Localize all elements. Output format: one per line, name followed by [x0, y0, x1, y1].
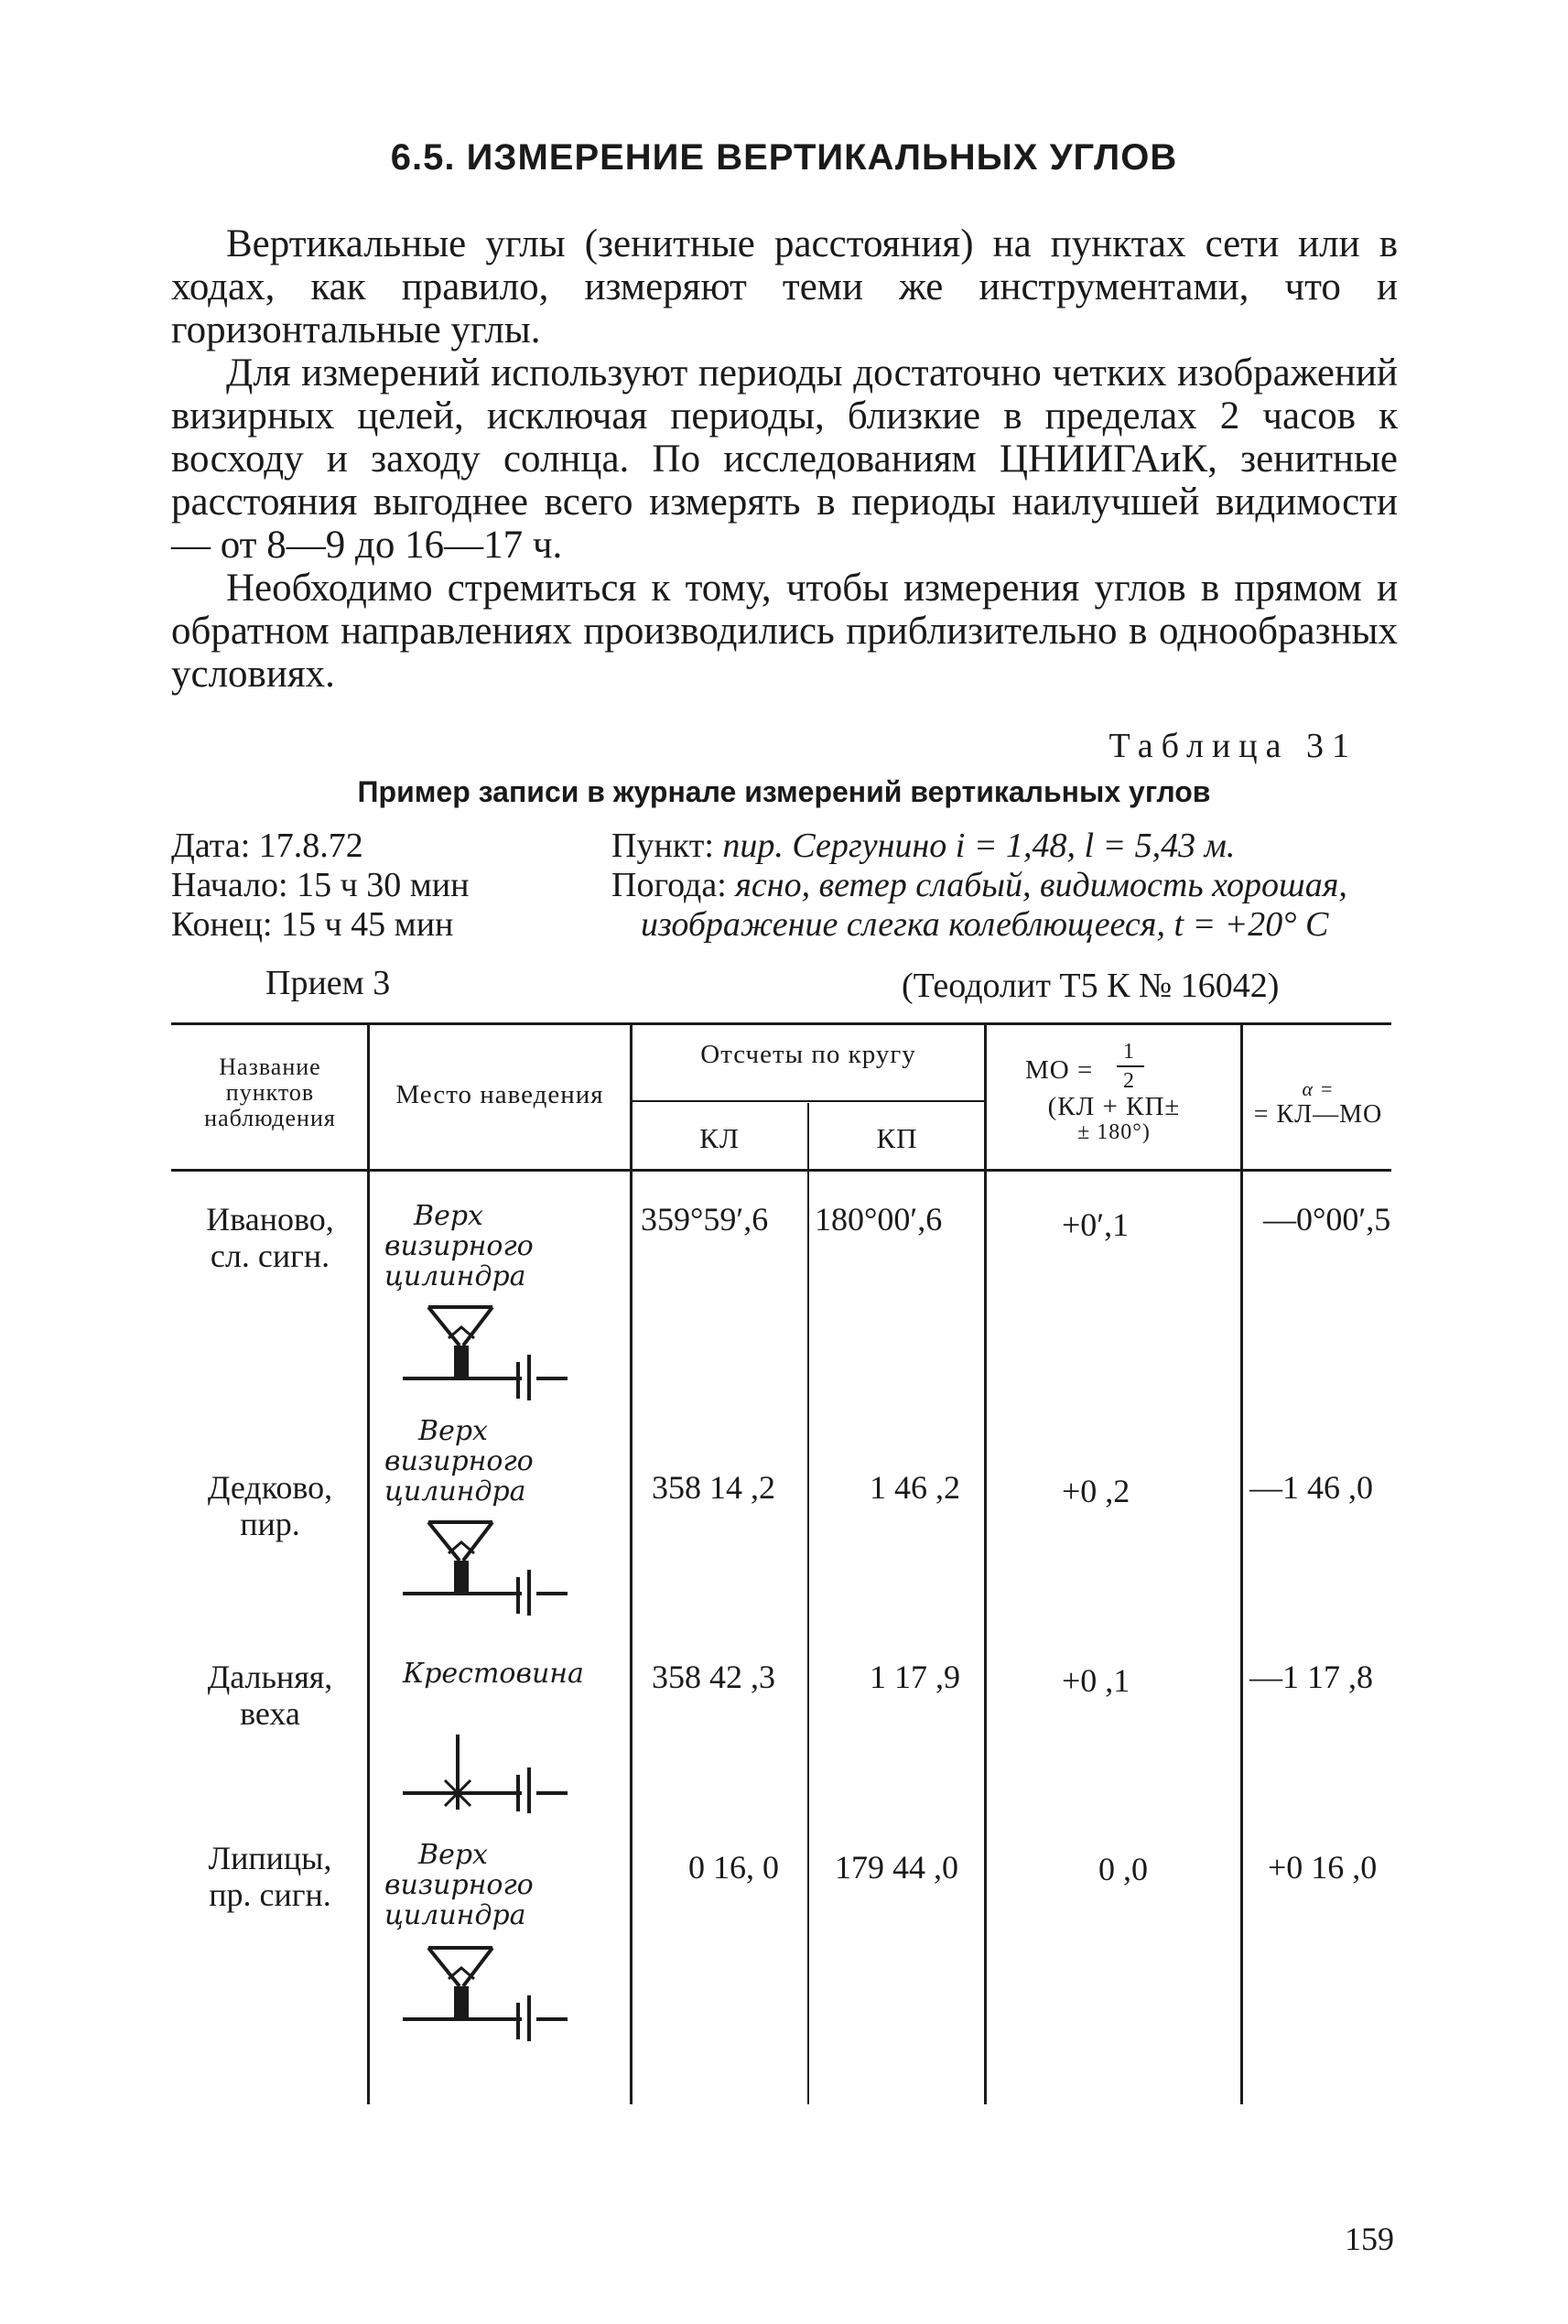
- row4-alpha: +0 16 ,0: [1268, 1849, 1378, 1886]
- meta-right: [611, 827, 1347, 945]
- table-top-rule: [171, 1022, 1391, 1025]
- row1-station-line1: Иваново,: [206, 1201, 334, 1238]
- header-alpha-1: α =: [1302, 1077, 1335, 1100]
- table-number: Таблица 31: [1108, 727, 1357, 765]
- row2-alpha: —1 46 ,0: [1249, 1469, 1373, 1506]
- meta-left: [171, 827, 469, 945]
- meta-point-label: Пункт:: [611, 827, 714, 865]
- cylinder-target-sketch-1: [394, 1300, 577, 1410]
- row1-kp: 180°00′,6: [815, 1201, 943, 1238]
- session-label: Прием 3: [265, 964, 391, 1002]
- row2-station: [174, 1469, 366, 1542]
- row3-mo: +0 ,1: [1062, 1662, 1130, 1699]
- meta-weather-value-2: изображение слегка колеблющееся, t = +20° С: [641, 905, 1329, 944]
- header-target: Место наведения: [395, 1080, 604, 1109]
- header-mo-num: 1: [1123, 1040, 1135, 1064]
- section-heading: 6.5. ИЗМЕРЕНИЕ ВЕРТИКАЛЬНЫХ УГЛОВ: [390, 137, 1178, 178]
- header-kl: КЛ: [699, 1122, 740, 1154]
- row2-mo: +0 ,2: [1062, 1473, 1130, 1509]
- row2-station-line2: пир.: [240, 1506, 300, 1542]
- table-header-rule: [171, 1169, 1391, 1172]
- instrument-label: (Теодолит Т5 К № 16042): [902, 967, 1280, 1005]
- row3-station-line1: Дальняя,: [207, 1659, 333, 1695]
- header-mo-bottom-1: (КЛ + КП±: [1047, 1092, 1181, 1121]
- row2-station-line1: Дедково,: [207, 1469, 333, 1506]
- row2-kl: 358 14 ,2: [652, 1469, 775, 1506]
- header-mo-fraction-bar: [1117, 1065, 1144, 1067]
- cylinder-target-sketch-2: [394, 1515, 577, 1625]
- body-text: [171, 222, 1398, 696]
- meta-end: Конец: 15 ч 45 мин: [171, 905, 454, 944]
- row1-alpha: —0°00′,5: [1263, 1201, 1391, 1238]
- header-kp: КП: [876, 1122, 918, 1154]
- header-station: Название пунктов наблюдения: [204, 1054, 336, 1131]
- cross-target-sketch: [394, 1735, 577, 1835]
- paragraph-1: Вертикальные углы (зенитные расстояния) на пунктах сети или в ходах, как правило, измеряют теми же инструментами, что и горизонтальные углы.: [171, 222, 1398, 351]
- col-divider-kl-kp: [807, 1172, 809, 2104]
- row2-kp: 1 46 ,2: [870, 1469, 960, 1506]
- row1-mo: +0′,1: [1062, 1206, 1130, 1243]
- row2-target: Верх визирного цилиндра: [384, 1415, 534, 1508]
- meta-weather-label: Погода:: [611, 866, 727, 904]
- row3-station: [174, 1659, 366, 1732]
- meta-weather-value-1: ясно, ветер слабый, видимость хорошая,: [735, 866, 1347, 904]
- col-divider-1: [367, 1024, 370, 2104]
- cylinder-target-sketch-3: [394, 1940, 577, 2050]
- row4-mo: 0 ,0: [1098, 1851, 1148, 1887]
- row4-kl: 0 16, 0: [688, 1849, 779, 1886]
- header-alpha: [1245, 1076, 1391, 1128]
- meta-date: Дата: 17.8.72: [171, 827, 363, 865]
- row1-station-line2: сл. сигн.: [210, 1238, 330, 1274]
- row3-alpha: —1 17 ,8: [1249, 1659, 1373, 1695]
- row3-kl: 358 42 ,3: [652, 1659, 775, 1695]
- col-divider-4: [1240, 1024, 1243, 2104]
- paragraph-3: Необходимо стремиться к тому, чтобы измерения углов в прямом и обратном направлениях производились приблизительно в однообразных условиях.: [171, 567, 1398, 696]
- row1-kl: 359°59′,6: [641, 1201, 769, 1238]
- header-mo-bottom-2: ± 180°): [1077, 1120, 1151, 1144]
- row1-station: [174, 1201, 366, 1274]
- header-mo-top: МО =: [1025, 1055, 1094, 1085]
- row3-station-line2: веха: [240, 1695, 300, 1732]
- col-divider-kl-kp-header: [807, 1103, 809, 1171]
- row4-target: Верх визирного цилиндра: [384, 1839, 534, 1931]
- row4-station: [174, 1840, 366, 1913]
- meta-point-value: пир. Сергунино i = 1,48, l = 5,43 м.: [722, 827, 1236, 865]
- meta-start: Начало: 15 ч 30 мин: [171, 866, 470, 904]
- row1-target: Верх визирного цилиндра: [384, 1200, 534, 1292]
- row4-station-line1: Липицы,: [208, 1840, 332, 1876]
- header-mo: [989, 1039, 1239, 1145]
- row4-station-line2: пр. сигн.: [209, 1876, 331, 1913]
- header-readings: Отсчеты по кругу: [700, 1040, 916, 1069]
- col-divider-2: [630, 1024, 633, 2104]
- page-number: 159: [1345, 2221, 1394, 2257]
- row3-target: Крестовина: [403, 1658, 584, 1690]
- row4-kp: 179 44 ,0: [835, 1849, 958, 1886]
- readings-divider: [632, 1100, 984, 1102]
- header-mo-den: 2: [1123, 1069, 1135, 1093]
- paragraph-2: Для измерений используют периоды достаточно четких изображений визирных целей, исключая периоды, близкие в пределах 2 часов к восходу и заходу солнца. По исследованиям ЦНИИГАиК, зенитные расстояния выгоднее всего измерять в периоды наилучшей видимости — от 8—9 до 16—17 ч.: [171, 351, 1398, 567]
- table-caption: Пример записи в журнале измерений вертикальных углов: [357, 775, 1211, 808]
- row3-kp: 1 17 ,9: [870, 1659, 960, 1695]
- header-alpha-2: = КЛ—МО: [1253, 1100, 1383, 1129]
- col-divider-3: [984, 1024, 987, 2104]
